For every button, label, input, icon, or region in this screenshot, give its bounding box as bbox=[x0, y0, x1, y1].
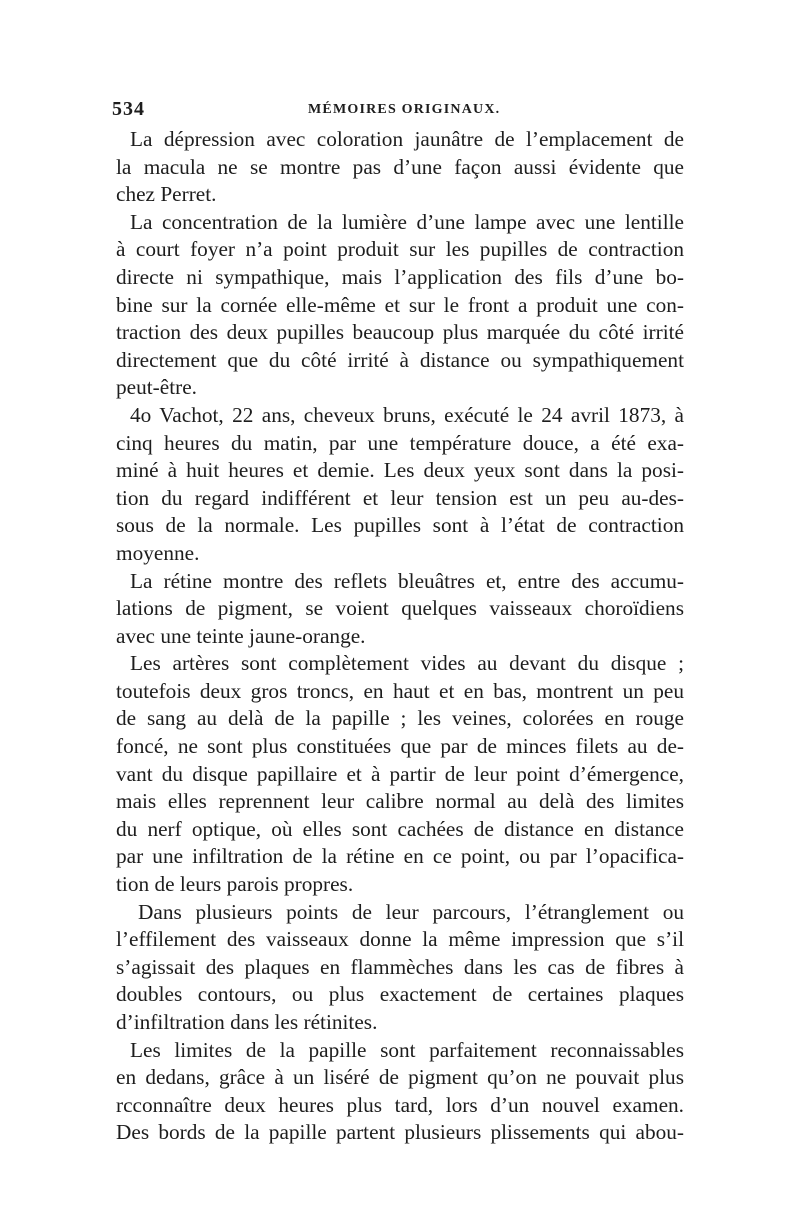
text-line: miné à huit heures et demie. Les deux yeux sont dans la posi- bbox=[116, 458, 684, 483]
text-line: chez Perret. bbox=[116, 182, 217, 207]
text-line: 4o Vachot, 22 ans, cheveux bruns, exécuté le 24 avril 1873, à bbox=[130, 402, 684, 427]
text-line: traction des deux pupilles beaucoup plus marquée du côté irrité bbox=[116, 320, 684, 345]
text-line: foncé, ne sont plus constituées que par de minces filets au de- bbox=[116, 734, 684, 759]
text-line: vant du disque papillaire et à partir de leur point d’émergence, bbox=[116, 761, 684, 786]
text-line: La rétine montre des reflets bleuâtres et, entre des accumu- bbox=[130, 568, 684, 593]
text-line: la macula ne se montre pas d’une façon aussi évidente que bbox=[116, 154, 684, 179]
text-line: cinq heures du matin, par une température douce, a été exa- bbox=[116, 430, 684, 455]
text-line: en dedans, grâce à un liséré de pigment qu’on ne pouvait plus bbox=[116, 1065, 684, 1090]
text-line: sous de la normale. Les pupilles sont à l’état de contraction bbox=[116, 513, 684, 538]
text-line: de sang au delà de la papille ; les veines, colorées en rouge bbox=[116, 706, 684, 731]
text-line: tion de leurs parois propres. bbox=[116, 872, 354, 897]
text-line: par une infiltration de la rétine en ce point, ou par l’opacifica- bbox=[116, 844, 684, 869]
running-title: MÉMOIRES ORIGINAUX. bbox=[308, 102, 501, 117]
text-line: rcconnaître deux heures plus tard, lors d’un nouvel examen. bbox=[116, 1092, 684, 1117]
page-number: 534 bbox=[112, 98, 145, 120]
text-line: bine sur la cornée elle-même et sur le front a produit une con- bbox=[116, 292, 684, 317]
text-line: La concentration de la lumière d’une lampe avec une lentille bbox=[130, 209, 684, 234]
text-line: La dépression avec coloration jaunâtre de l’emplacement de bbox=[130, 127, 684, 151]
text-line: l’effilement des vaisseaux donne la même impression que s’il bbox=[116, 927, 684, 952]
text-line: tion du regard indifférent et leur tension est un peu au-des- bbox=[116, 485, 684, 510]
text-line: moyenne. bbox=[116, 540, 200, 565]
page-header bbox=[112, 98, 700, 120]
text-line: Les limites de la papille sont parfaitement reconnaissables bbox=[130, 1037, 684, 1062]
text-line: avec une teinte jaune-orange. bbox=[116, 623, 366, 648]
text-line: d’infiltration dans les rétinites. bbox=[116, 1010, 378, 1034]
text-line: à court foyer n’a point produit sur les pupilles de contraction bbox=[116, 237, 684, 262]
body-text bbox=[116, 126, 684, 1147]
text-line: Les artères sont complètement vides au devant du disque ; bbox=[130, 651, 684, 676]
text-line: toutefois deux gros troncs, en haut et en bas, montrent un peu bbox=[116, 678, 684, 703]
text-line: Des bords de la papille partent plusieurs plissements qui abou- bbox=[116, 1120, 684, 1145]
text-line: mais elles reprennent leur calibre normal au delà des limites bbox=[116, 789, 684, 814]
text-line: doubles contours, ou plus exactement de certaines plaques bbox=[116, 982, 684, 1007]
text-line: peut-être. bbox=[116, 375, 197, 400]
text-line: lations de pigment, se voient quelques vaisseaux choroïdiens bbox=[116, 596, 684, 621]
text-line: s’agissait des plaques en flammèches dans les cas de fibres à bbox=[116, 954, 684, 979]
text-line: directe ni sympathique, mais l’application des fils d’une bo- bbox=[116, 264, 684, 289]
text-line: Dans plusieurs points de leur parcours, l’étranglement ou bbox=[138, 899, 684, 924]
text-line: directement que du côté irrité à distance ou sympathiquement bbox=[116, 347, 684, 372]
text-line: du nerf optique, où elles sont cachées de distance en distance bbox=[116, 816, 684, 841]
